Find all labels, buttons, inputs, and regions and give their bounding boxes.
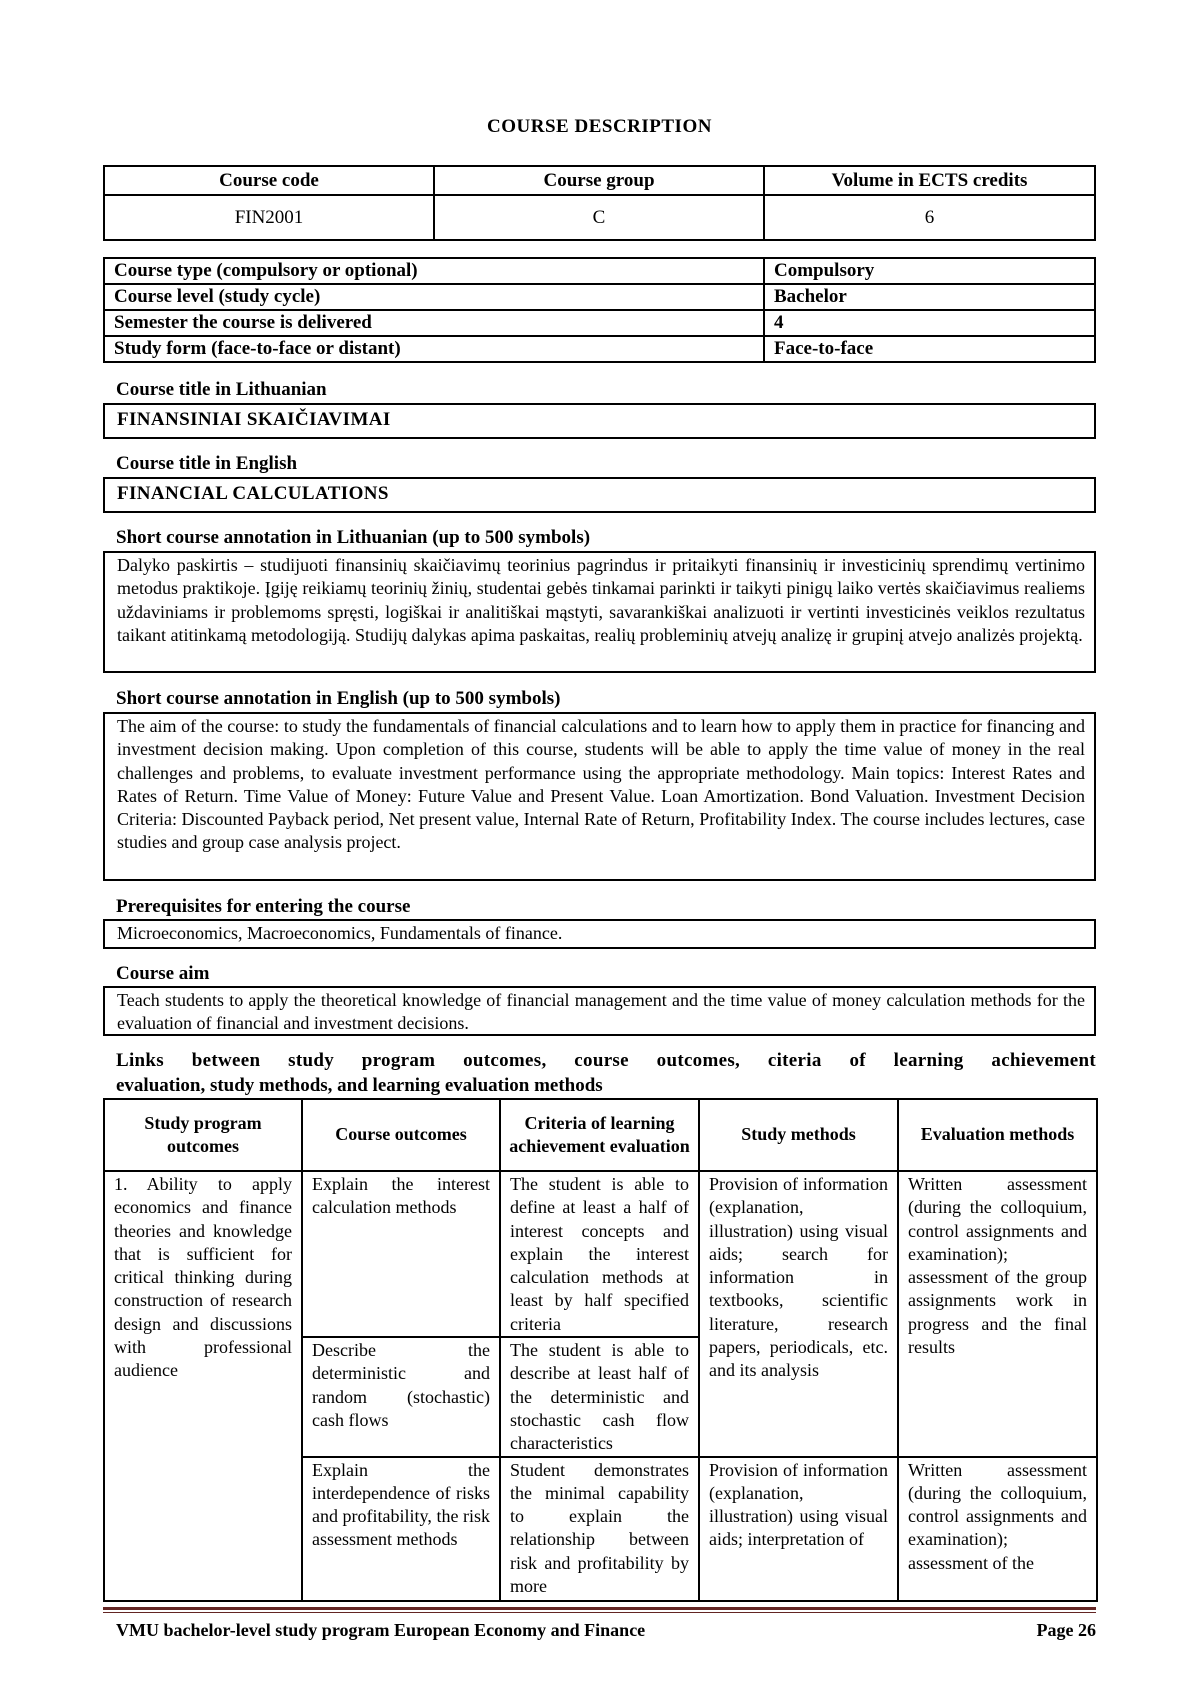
evaluation-methods-cell: Written assessment (during the colloquium, control assignments and examination); assessment of the [898,1457,1097,1601]
title-lt-label: Course title in Lithuanian [116,379,327,400]
study-form-value: Face-to-face [764,336,1095,362]
title-en-box: FINANCIAL CALCULATIONS [103,477,1096,513]
study-methods-cell: Provision of information (explanation, illustration) using visual aids; interpretation of [699,1457,898,1601]
course-outcome-cell: Describe the deterministic and random (stochastic) cash flows [302,1337,500,1456]
program-outcome-cell: 1. Ability to apply economics and finance theories and knowledge that is sufficient for critical thinking during construction of research design and discussions with professional audience [104,1171,302,1601]
course-outcomes-header: Course outcomes [302,1099,500,1171]
course-type-value: Compulsory [764,258,1095,284]
program-outcomes-header: Study program outcomes [104,1099,302,1171]
prerequisites-box: Microeconomics, Macroeconomics, Fundamentals of finance. [103,919,1096,949]
outcomes-table [103,1098,1098,1602]
footer-page-number: Page 26 [1036,1620,1096,1640]
document-title: COURSE DESCRIPTION [487,116,712,137]
criteria-cell: Student demonstrates the minimal capability to explain the relationship between risk and profitability by more [500,1457,699,1601]
page-footer [116,1620,1096,1641]
ects-credits-header: Volume in ECTS credits [764,166,1095,195]
study-form-label: Study form (face-to-face or distant) [104,336,764,362]
ects-credits-value: 6 [764,195,1095,240]
evaluation-methods-cell: Written assessment (during the colloquium, control assignments and examination); assessment of the group assignments work in progress and the final results [898,1171,1097,1457]
study-methods-cell: Provision of information (explanation, illustration) using visual aids; search for information in textbooks, scientific literature, research papers, periodicals, etc. and its analysis [699,1171,898,1457]
annotation-en-label: Short course annotation in English (up to 500 symbols) [116,688,561,709]
prerequisites-label: Prerequisites for entering the course [116,896,411,917]
title-en-label: Course title in English [116,453,298,474]
course-level-value: Bachelor [764,284,1095,310]
footer-rule-thin [103,1612,1096,1613]
semester-value: 4 [764,310,1095,336]
course-group-header: Course group [434,166,764,195]
criteria-cell: The student is able to define at least a half of interest concepts and explain the interest calculation methods at least by half specified criteria [500,1171,699,1337]
study-methods-header: Study methods [699,1099,898,1171]
course-aim-label: Course aim [116,963,210,984]
course-codes-table [103,165,1096,241]
course-outcome-cell: Explain the interest calculation methods [302,1171,500,1337]
title-lt-box: FINANSINIAI SKAIČIAVIMAI [103,403,1096,439]
annotation-en-box: The aim of the course: to study the fundamentals of financial calculations and to learn how to apply them in practice for financing and investment decision making. Upon completion of this course, students will be able to apply the time value of money in the real challenges and problems, to evaluate investment performance using the appropriate methodology. Main topics: Interest Rates and Rates of Return. Time Value of Money: Future Value and Present Value. Loan Amortization. Bond Valuation. Investment Decision Criteria: Discounted Payback period, Net present value, Internal Rate of Return, Profitability Index. The course includes lectures, case studies and group case analysis project. [103,712,1096,881]
course-type-label: Course type (compulsory or optional) [104,258,764,284]
course-outcome-cell: Explain the interdependence of risks and profitability, the risk assessment methods [302,1457,500,1601]
course-code-value: FIN2001 [104,195,434,240]
footer-program: VMU bachelor-level study program European Economy and Finance [116,1620,646,1640]
annotation-lt-label: Short course annotation in Lithuanian (up to 500 symbols) [116,527,591,548]
footer-rule [103,1607,1096,1610]
course-aim-box: Teach students to apply the theoretical knowledge of financial management and the time value of money calculation methods for the evaluation of financial and investment decisions. [103,986,1096,1036]
course-level-label: Course level (study cycle) [104,284,764,310]
criteria-cell: The student is able to describe at least half of the deterministic and stochastic cash flow characteristics [500,1337,699,1456]
course-properties-table [103,257,1096,363]
criteria-header: Criteria of learning achievement evaluation [500,1099,699,1171]
links-heading: Links between study program outcomes, course outcomes, citeria of learning achievement [116,1050,1096,1071]
links-heading-line2: evaluation, study methods, and learning evaluation methods [116,1075,603,1096]
course-group-value: C [434,195,764,240]
semester-label: Semester the course is delivered [104,310,764,336]
annotation-lt-box: Dalyko paskirtis – studijuoti finansinių skaičiavimų teorinius pagrindus ir pritaikyti finansinių ir investicinių sprendimų vertinimo metodus praktikoje. Įgiję reikiamų teorinių žinių, studentai gebės tinkamai parinkti ir taikyti pinigų laiko vertės skaičiavimus realiems uždaviniams ir problemoms spręsti, logiškai ir analitiškai mąstyti, savarankiškai analizuoti ir vertinti investicinės veiklos rezultatus taikant atitinkamą metodologiją. Studijų dalykas apima paskaitas, realių probleminių atvejų analizę ir grupinį atvejo analizės projektą. [103,551,1096,673]
course-code-header: Course code [104,166,434,195]
evaluation-methods-header: Evaluation methods [898,1099,1097,1171]
